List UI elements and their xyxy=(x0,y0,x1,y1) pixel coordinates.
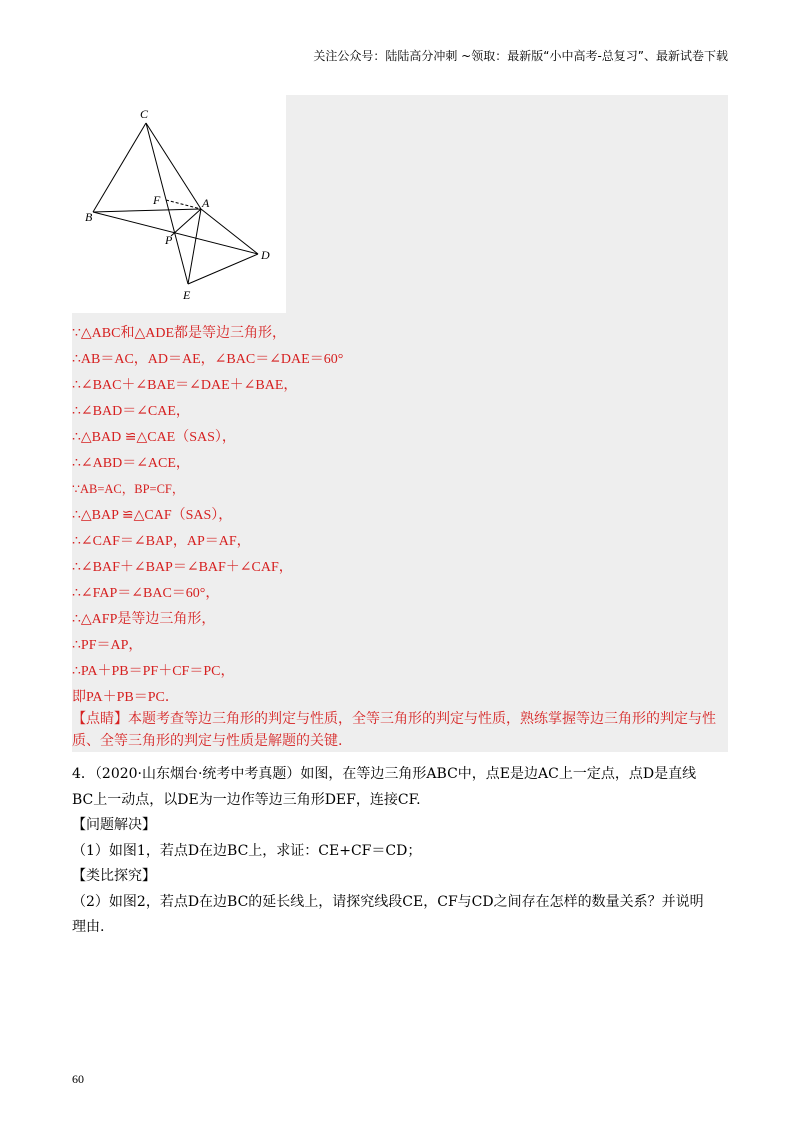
label-p: P xyxy=(165,233,173,247)
proof-line-7: ∵AB=AC，BP=CF， xyxy=(72,482,185,496)
problem-line-2: BC上一动点，以DE为一边作等边三角形DEF，连接CF. xyxy=(72,791,421,808)
label-a: A xyxy=(202,196,210,210)
remark-line-1: 【点睛】本题考查等边三角形的判定与性质，全等三角形的判定与性质，熟练掌握等边三角形的判定与性 xyxy=(72,711,716,727)
problem-section-solve: 【问题解决】 xyxy=(72,817,156,833)
remark-note xyxy=(72,708,728,752)
proof-line-11: ∴∠FAP＝∠BAC＝60°， xyxy=(72,586,220,601)
problem-part-1: （1）如图1，若点D在边BC上，求证：CE+CF＝CD； xyxy=(72,842,422,859)
proof-line-4: ∴∠BAD＝∠CAE， xyxy=(72,404,190,419)
page-number: 60 xyxy=(72,1072,84,1086)
proof-line-9: ∴∠CAF＝∠BAP，AP＝AF， xyxy=(72,534,251,549)
label-d: D xyxy=(261,248,270,262)
label-f: F xyxy=(153,193,161,207)
label-e: E xyxy=(183,288,191,302)
remark-line-2: 质、全等三角形的判定与性质是解题的关键. xyxy=(72,733,343,749)
proof-line-15: 即PA＋PB＝PC． xyxy=(72,690,179,705)
problem-part-2: （2）如图2，若点D在边BC的延长线上，请探究线段CE，CF与CD之间存在怎样的数量关系？并说明 xyxy=(72,893,704,910)
label-b: B xyxy=(85,210,93,224)
proof-line-6: ∴∠ABD＝∠ACE， xyxy=(72,456,190,471)
proof-line-1: ∵△ABC和△ADE都是等边三角形， xyxy=(72,326,286,341)
problem-line-1: 4．（2020·山东烟台·统考中考真题）如图，在等边三角形ABC中，点E是边AC上一定点，点D是直线 xyxy=(72,766,697,782)
page-header: 关注公众号：陆陆高分冲刺 ~领取：最新版“小中高考-总复习”、最新试卷下载 xyxy=(313,49,728,63)
proof-steps xyxy=(72,320,728,710)
proof-line-13: ∴PF＝AP， xyxy=(72,638,143,653)
proof-line-5: ∴△BAD ≌△CAE（SAS）， xyxy=(72,430,236,445)
proof-line-12: ∴△AFP是等边三角形， xyxy=(72,612,216,627)
proof-line-10: ∴∠BAF＋∠BAP＝∠BAF＋∠CAF， xyxy=(72,560,293,575)
problem-part-2-cont: 理由. xyxy=(72,919,105,935)
proof-line-14: ∴PA＋PB＝PF＋CF＝PC， xyxy=(72,664,235,679)
problem-4 xyxy=(72,762,728,941)
geometry-figure xyxy=(72,95,286,313)
proof-line-8: ∴△BAP ≌△CAF（SAS）， xyxy=(72,508,233,523)
label-c: C xyxy=(140,107,149,121)
problem-section-explore: 【类比探究】 xyxy=(72,868,156,884)
proof-line-2: ∴AB＝AC，AD＝AE，∠BAC＝∠DAE＝60° xyxy=(72,352,344,367)
triangle-diagram xyxy=(72,95,286,313)
proof-line-3: ∴∠BAC＋∠BAE＝∠DAE＋∠BAE， xyxy=(72,378,298,393)
